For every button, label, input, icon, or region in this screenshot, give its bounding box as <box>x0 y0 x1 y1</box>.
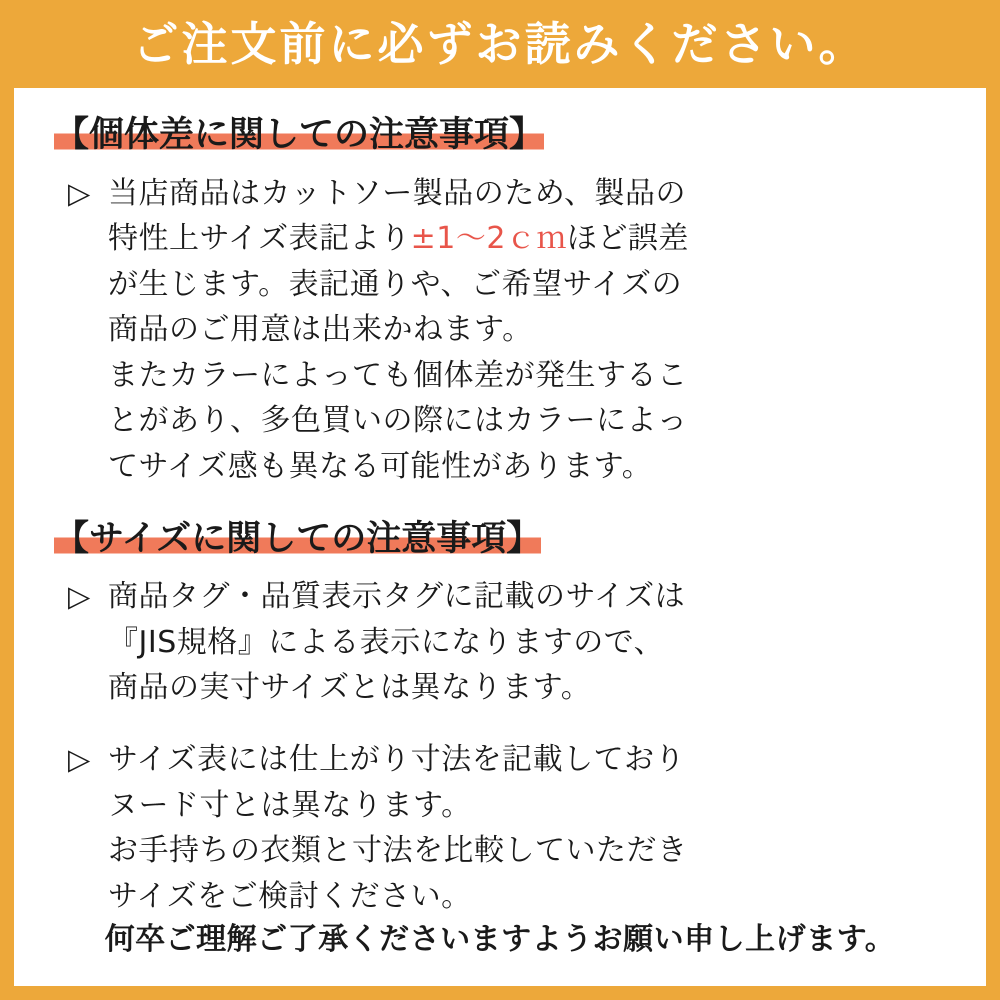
line: サイズ表には仕上がり寸法を記載しており <box>108 741 686 777</box>
bullet-individual-variation-text <box>108 171 689 490</box>
section-heading-1-text: 【個体差に関しての注意事項】 <box>54 115 545 155</box>
line: 当店商品はカットソー製品のため、製品の <box>108 175 686 211</box>
footer-note: 何卒ご理解ご了承くださいますようお願い申し上げます。 <box>104 922 896 957</box>
bullet-individual-variation <box>54 171 946 490</box>
tolerance-value: ±1〜2ｃｍ <box>410 221 567 257</box>
bullet-size-chart-text <box>108 737 688 919</box>
triangle-right-icon: ▷ <box>68 175 91 210</box>
line: お手持ちの衣類と寸法を比較していただき <box>108 833 688 869</box>
line: 商品のご用意は出来かねます。 <box>108 312 533 348</box>
bullet-size-tag-text <box>108 574 685 711</box>
line: ヌード寸とは異なります。 <box>108 787 472 823</box>
header-band <box>0 0 1000 88</box>
bullet-size-chart <box>54 737 946 919</box>
line: またカラーによっても個体差が発生するこ <box>108 357 688 393</box>
line: が生じます。表記通りや、ご希望サイズの <box>108 266 683 302</box>
section-heading-size <box>54 520 946 559</box>
section-heading-individual-variation <box>54 116 946 155</box>
line: 商品の実寸サイズとは異なります。 <box>108 670 592 706</box>
notice-card <box>14 88 986 986</box>
triangle-right-icon: ▷ <box>68 741 91 776</box>
bullet-size-tag <box>54 574 946 711</box>
section-heading-2-text: 【サイズに関しての注意事項】 <box>54 518 542 559</box>
line: ほど誤差 <box>566 221 689 257</box>
page-title: ご注文前に必ずお読みください。 <box>132 17 868 71</box>
line: てサイズ感も異なる可能性があります。 <box>108 449 653 485</box>
line: 特性上サイズ表記より <box>108 221 411 257</box>
line: 商品タグ・品質表示タグに記載のサイズは <box>108 579 686 615</box>
line: サイズをご検討ください。 <box>108 878 472 914</box>
triangle-right-icon: ▷ <box>68 579 91 614</box>
line: とがあり、多色買いの際にはカラーによっ <box>108 403 688 439</box>
line: 『JIS規格』による表示になりますので、 <box>108 624 665 660</box>
